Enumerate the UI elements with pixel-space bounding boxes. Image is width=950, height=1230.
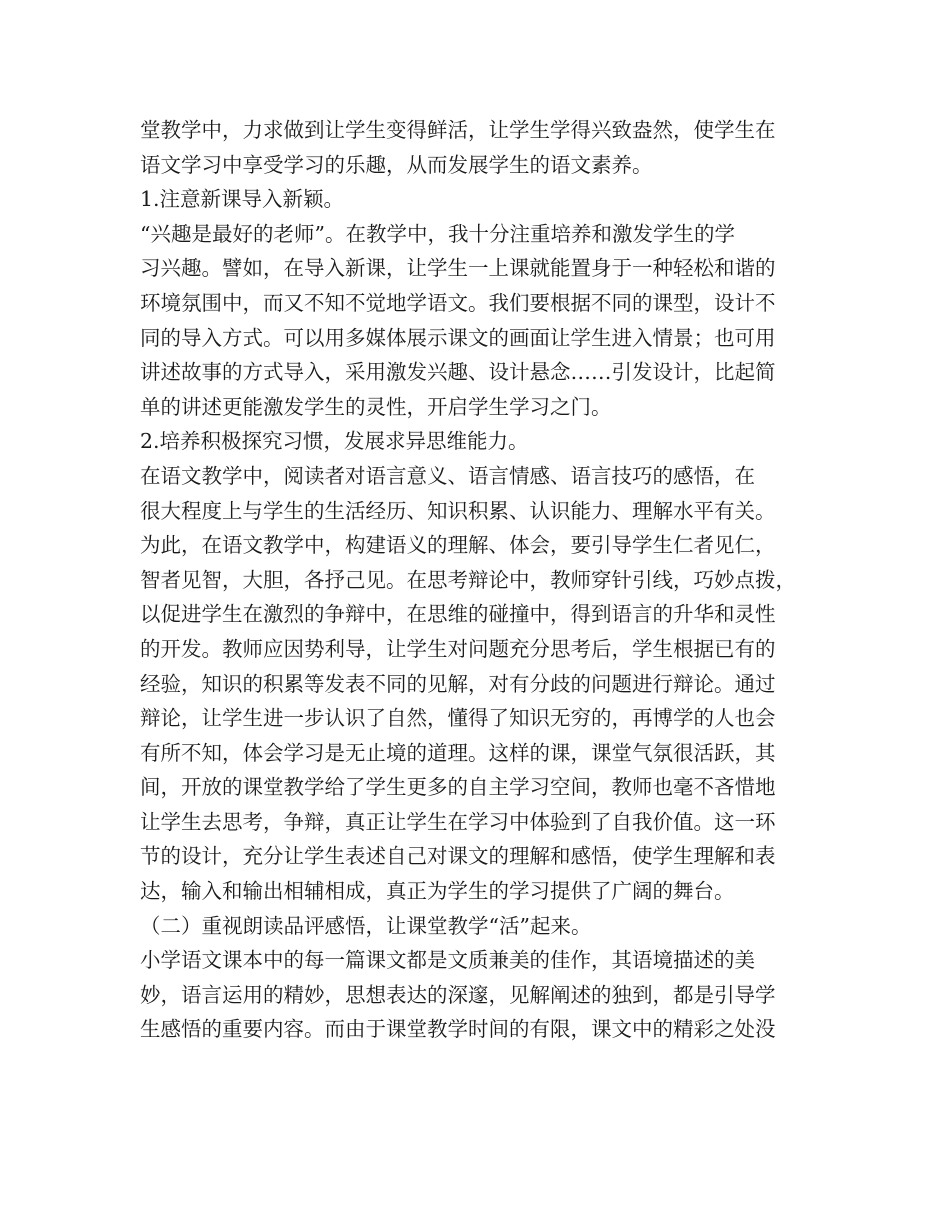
text-line: 为此，在语文教学中，构建语义的理解、体会，要引导学生仁者见仁， xyxy=(140,533,776,558)
text-line: “兴趣是最好的老师”。在教学中，我十分注重培养和激发学生的学 xyxy=(140,221,735,246)
text-line: 习兴趣。譬如，在导入新课，让学生一上课就能置身于一种轻松和谐的 xyxy=(140,256,776,281)
section-heading: （二）重视朗读品评感悟，让课堂教学“活”起来。 xyxy=(140,913,592,938)
text-line: 节的设计，充分让学生表述自己对课文的理解和感悟，使学生理解和表 xyxy=(140,844,776,869)
text-line: 达，输入和输出相辅相成，真正为学生的学习提供了广阔的舞台。 xyxy=(140,879,735,904)
section-heading: 2.培养积极探究习惯，发展求异思维能力。 xyxy=(140,429,529,454)
text-line: 经验，知识的积累等发表不同的见解，对有分歧的问题进行辩论。通过 xyxy=(140,671,776,696)
text-line: 的开发。教师应因势利导，让学生对问题充分思考后，学生根据已有的 xyxy=(140,636,776,661)
text-line: 间，开放的课堂教学给了学生更多的自主学习空间，教师也毫不吝惜地 xyxy=(140,775,776,800)
section-heading: 1.注意新课导入新颖。 xyxy=(140,187,345,212)
text-line: 语文学习中享受学习的乐趣，从而发展学生的语文素养。 xyxy=(140,152,653,177)
text-line: 单的讲述更能激发学生的灵性，开启学生学习之门。 xyxy=(140,394,612,419)
text-line: 同的导入方式。可以用多媒体展示课文的画面让学生进入情景；也可用 xyxy=(140,325,776,350)
text-line: 妙，语言运用的精妙，思想表达的深邃，见解阐述的独到，都是引导学 xyxy=(140,982,776,1007)
text-line: 以促进学生在激烈的争辩中，在思维的碰撞中，得到语言的升华和灵性 xyxy=(140,602,776,627)
text-line: 环境氛围中，而又不知不觉地学语文。我们要根据不同的课型，设计不 xyxy=(140,290,776,315)
text-line: 在语文教学中，阅读者对语言意义、语言情感、语言技巧的感悟，在 xyxy=(140,463,755,488)
text-line: 堂教学中，力求做到让学生变得鲜活，让学生学得兴致盎然，使学生在 xyxy=(140,118,776,142)
text-line: 辩论，让学生进一步认识了自然，懂得了知识无穷的，再博学的人也会 xyxy=(140,706,776,731)
text-line: 智者见智，大胆，各抒己见。在思考辩论中，教师穿针引线，巧妙点拨， xyxy=(140,567,796,592)
text-line: 让学生去思考，争辩，真正让学生在学习中体验到了自我价值。这一环 xyxy=(140,809,776,834)
text-line: 讲述故事的方式导入，采用激发兴趣、设计悬念……引发设计，比起简 xyxy=(140,360,776,385)
body-text xyxy=(140,113,830,1047)
text-line: 有所不知，体会学习是无止境的道理。这样的课，课堂气氛很活跃，其 xyxy=(140,740,776,765)
text-line: 小学语文课本中的每一篇课文都是文质兼美的佳作，其语境描述的美 xyxy=(140,948,755,973)
text-line: 生感悟的重要内容。而由于课堂教学时间的有限，课文中的精彩之处没 xyxy=(140,1017,776,1042)
text-line: 很大程度上与学生的生活经历、知识积累、认识能力、理解水平有关。 xyxy=(140,498,776,523)
